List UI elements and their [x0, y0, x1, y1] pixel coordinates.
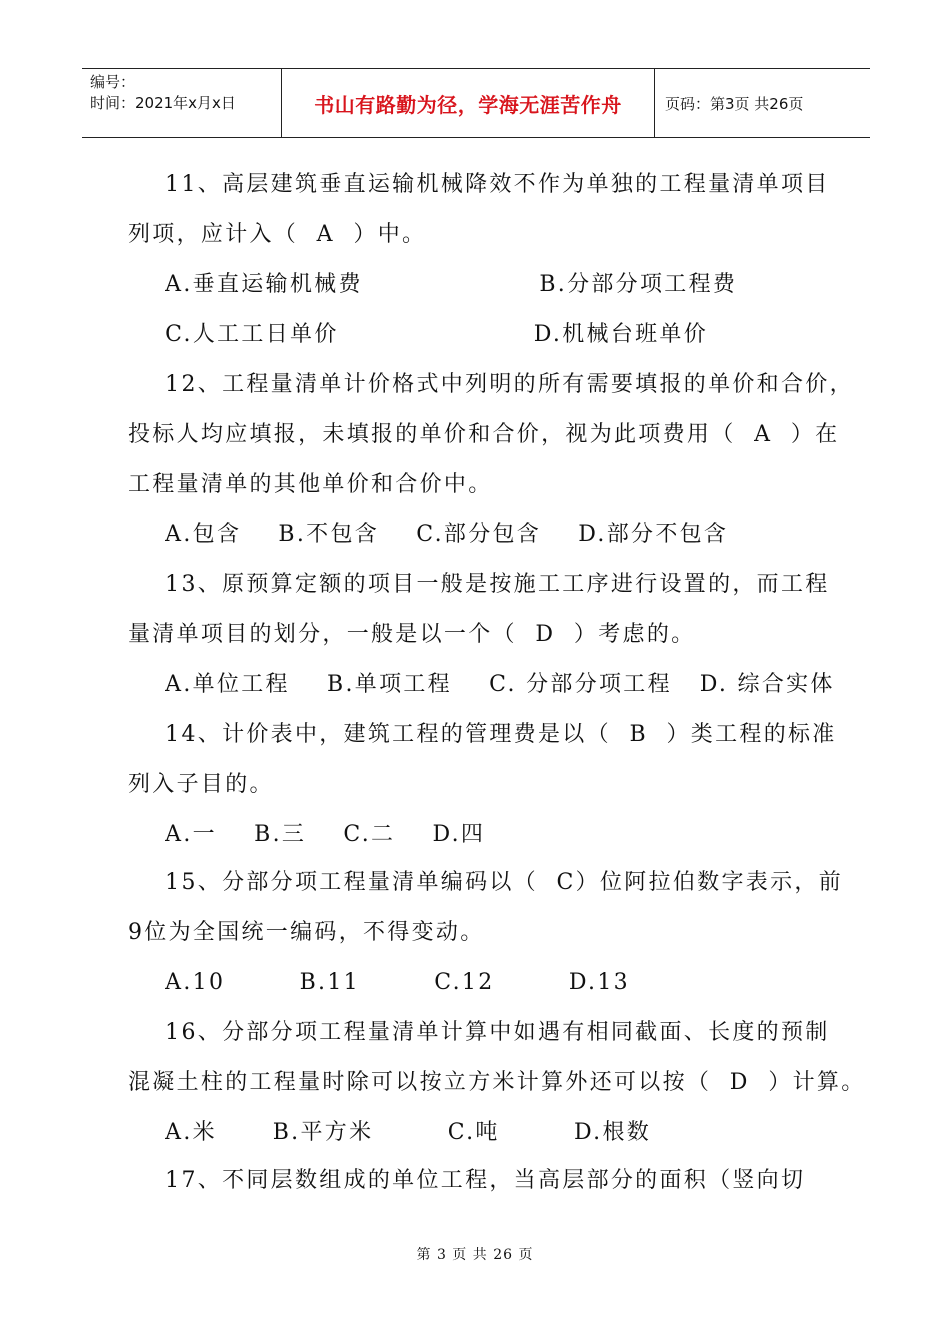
- text-line: A.10 B.11 C.12 D.13: [128, 970, 630, 995]
- text-line: 16、分部分项工程量清单计算中如遇有相同截面、长度的预制: [128, 1020, 830, 1045]
- text-line: 17、不同层数组成的单位工程，当高层部分的面积（竖向切: [128, 1168, 806, 1193]
- text-line: C.人工工日单价 D.机械台班单价: [128, 322, 709, 347]
- header-page-info: 页码：第3页 共26页: [665, 94, 804, 113]
- text-line: A.一 B.三 C.二 D.四: [128, 822, 486, 847]
- text-line: 量清单项目的划分，一般是以一个（ D ）考虑的。: [128, 622, 696, 647]
- text-line: A.包含 B.不包含 C.部分包含 D.部分不包含: [128, 522, 729, 547]
- page-header: [82, 68, 870, 138]
- document-time-label: 时间：2021年x月x日: [90, 94, 236, 112]
- text-line: 11、高层建筑垂直运输机械降效不作为单独的工程量清单项目: [128, 172, 830, 197]
- text-line: 9位为全国统一编码，不得变动。: [128, 920, 485, 945]
- text-line: A.单位工程 B.单项工程 C. 分部分项工程 D. 综合实体: [128, 672, 835, 697]
- header-motto: 书山有路勤为径，学海无涯苦作舟: [282, 69, 655, 137]
- header-meta: [82, 69, 282, 137]
- text-line: 投标人均应填报，未填报的单价和合价，视为此项费用（ A ）在: [128, 422, 840, 447]
- text-line: 14、计价表中，建筑工程的管理费是以（ B ）类工程的标准: [128, 722, 837, 747]
- text-line: A.米 B.平方米 C.吨 D.根数: [128, 1120, 652, 1145]
- text-line: A.垂直运输机械费 B.分部分项工程费: [128, 272, 738, 297]
- text-line: 15、分部分项工程量清单编码以（ C）位阿拉伯数字表示，前: [128, 870, 843, 895]
- text-line: 列入子目的。: [128, 772, 274, 797]
- text-line: 工程量清单的其他单价和合价中。: [128, 472, 493, 497]
- text-line: 列项，应计入（ A ）中。: [128, 222, 427, 247]
- page-footer: 第 3 页 共 26 页: [416, 1247, 534, 1263]
- text-line: 12、工程量清单计价格式中列明的所有需要填报的单价和合价，: [128, 372, 854, 397]
- text-line: 混凝土柱的工程量时除可以按立方米计算外还可以按（ D ）计算。: [128, 1070, 866, 1095]
- document-number-label: 编号：: [90, 73, 136, 91]
- text-line: 13、原预算定额的项目一般是按施工工序进行设置的，而工程: [128, 572, 830, 597]
